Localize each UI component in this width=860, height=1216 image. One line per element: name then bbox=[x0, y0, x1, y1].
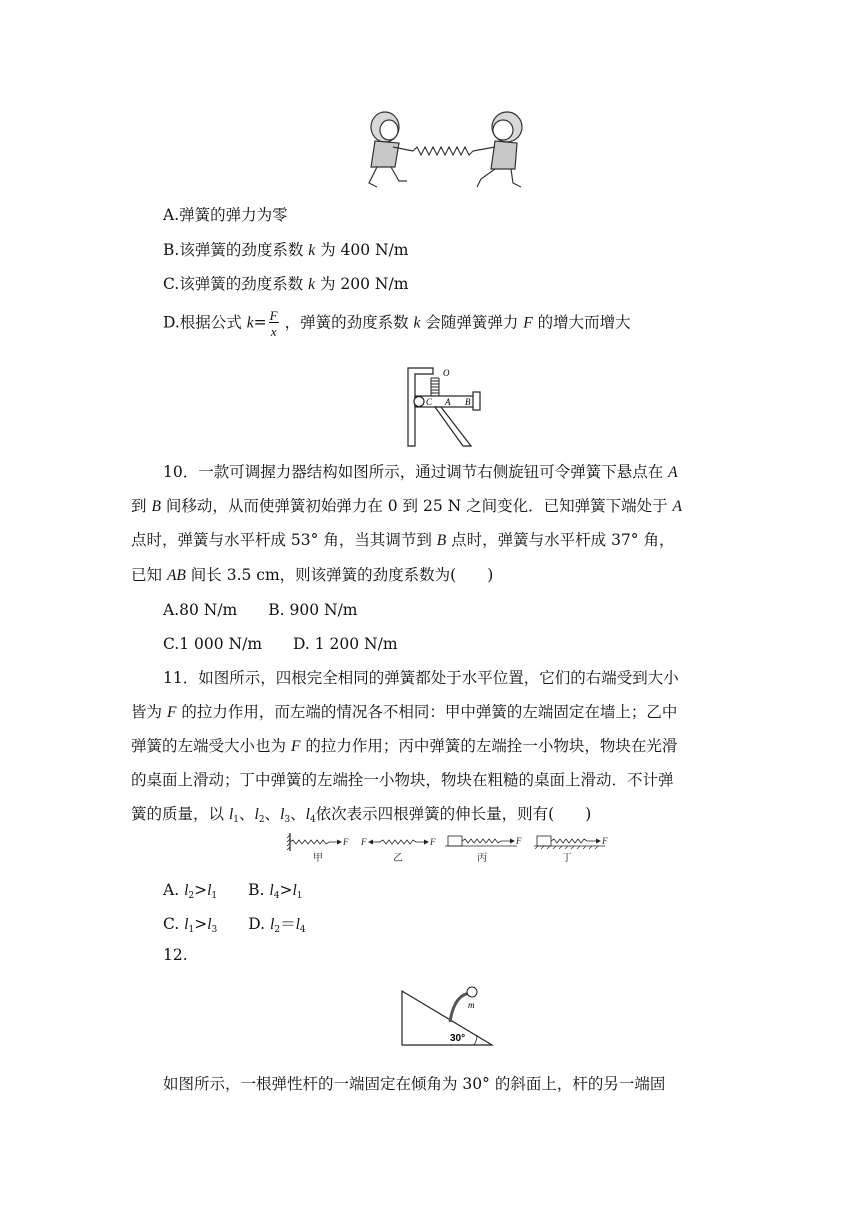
label-a: A bbox=[445, 397, 451, 407]
q11-line-4: 的桌面上滑动；丁中弹簧的左端拴一小物块，物块在粗糙的桌面上滑动．不计弹 bbox=[131, 771, 674, 789]
svg-text:丁: 丁 bbox=[562, 853, 572, 864]
q10-options-row-2: C.1 000 N/m D. 1 200 N/m bbox=[163, 635, 398, 653]
svg-text:F: F bbox=[602, 836, 608, 846]
spring bbox=[413, 147, 473, 155]
q11-line-3: 弹簧的左端受大小也为 F 的拉力作用；丙中弹簧的左端拴一小物块，物块在光滑 bbox=[131, 737, 678, 755]
q12-line-1: 如图所示，一根弹性杆的一端固定在倾角为 30° 的斜面上，杆的另一端固 bbox=[163, 1075, 666, 1093]
svg-text:F: F bbox=[430, 837, 436, 847]
right-child-illustration bbox=[473, 112, 522, 187]
label-b: B bbox=[465, 397, 471, 407]
formula-fraction: $\frac{F}{x}$ bbox=[269, 308, 278, 339]
q11-line-5: 簧的质量，以 $l_1$、$l_2$、$l_3$、$l_4$依次表示四根弹簧的伸长量，则有( ) bbox=[131, 805, 592, 825]
spring-bing bbox=[445, 836, 522, 864]
q10-options-row-1: A.80 N/m B. 900 N/m bbox=[163, 601, 358, 619]
q9-option-b: B.该弹簧的劲度系数 k 为 400 N/m bbox=[163, 241, 409, 259]
q11-options-row-1: A. $l_2>l_1$ B. $l_4>l_1$ bbox=[163, 881, 303, 901]
grip-spring bbox=[431, 378, 439, 396]
spring-yi bbox=[360, 837, 436, 864]
spring-jia bbox=[287, 833, 349, 864]
q10-line-4: 已知 AB 间长 3.5 cm，则该弹簧的劲度系数为( ) bbox=[131, 566, 494, 584]
grip-device-figure bbox=[405, 366, 487, 448]
svg-text:甲: 甲 bbox=[313, 853, 323, 864]
mass-label: m bbox=[468, 1000, 475, 1010]
q9-option-c: C.该弹簧的劲度系数 k 为 200 N/m bbox=[163, 275, 409, 293]
left-child-illustration bbox=[369, 112, 413, 187]
svg-text:丙: 丙 bbox=[477, 853, 487, 864]
q9-option-a: A.弹簧的弹力为零 bbox=[163, 206, 288, 224]
svg-text:F: F bbox=[516, 836, 522, 846]
q11-options-row-2: C. $l_1>l_3$ D. $l_2=l_4$ bbox=[163, 915, 306, 935]
four-springs-figure bbox=[285, 831, 615, 865]
q9-option-d: D.根据公式 k= $\frac{F}{x}$ ，弹簧的劲度系数 k 会随弹簧弹力 F 的增大而增大 bbox=[163, 308, 631, 339]
spring-ding bbox=[534, 836, 608, 864]
svg-text:F: F bbox=[343, 837, 349, 847]
q10-line-3: 点时，弹簧与水平杆成 53° 角，当其调节到 B 点时，弹簧与水平杆成 37° 角， bbox=[131, 531, 675, 549]
incline-rod-figure bbox=[400, 983, 500, 1048]
q10-line-1: 10．一款可调握力器结构如图所示，通过调节右侧旋钮可令弹簧下悬点在 A bbox=[163, 463, 678, 481]
q12-number: 12. bbox=[163, 946, 188, 964]
svg-text:F: F bbox=[361, 837, 367, 847]
q11-line-1: 11．如图所示，四根完全相同的弹簧都处于水平位置，它们的右端受到大小 bbox=[163, 669, 679, 687]
label-c: C bbox=[426, 397, 433, 407]
svg-text:乙: 乙 bbox=[393, 853, 403, 864]
q10-line-2: 到 B 间移动，从而使弹簧初始弹力在 0 到 25 N 之间变化．已知弹簧下端处于 A bbox=[131, 497, 683, 515]
tug-of-war-spring-figure bbox=[355, 105, 535, 195]
angle-label: 30° bbox=[450, 1033, 466, 1044]
label-o: O bbox=[443, 368, 450, 378]
q11-line-2: 皆为 F 的拉力作用，而左端的情况各不相同：甲中弹簧的左端固定在墙上；乙中 bbox=[131, 703, 678, 721]
